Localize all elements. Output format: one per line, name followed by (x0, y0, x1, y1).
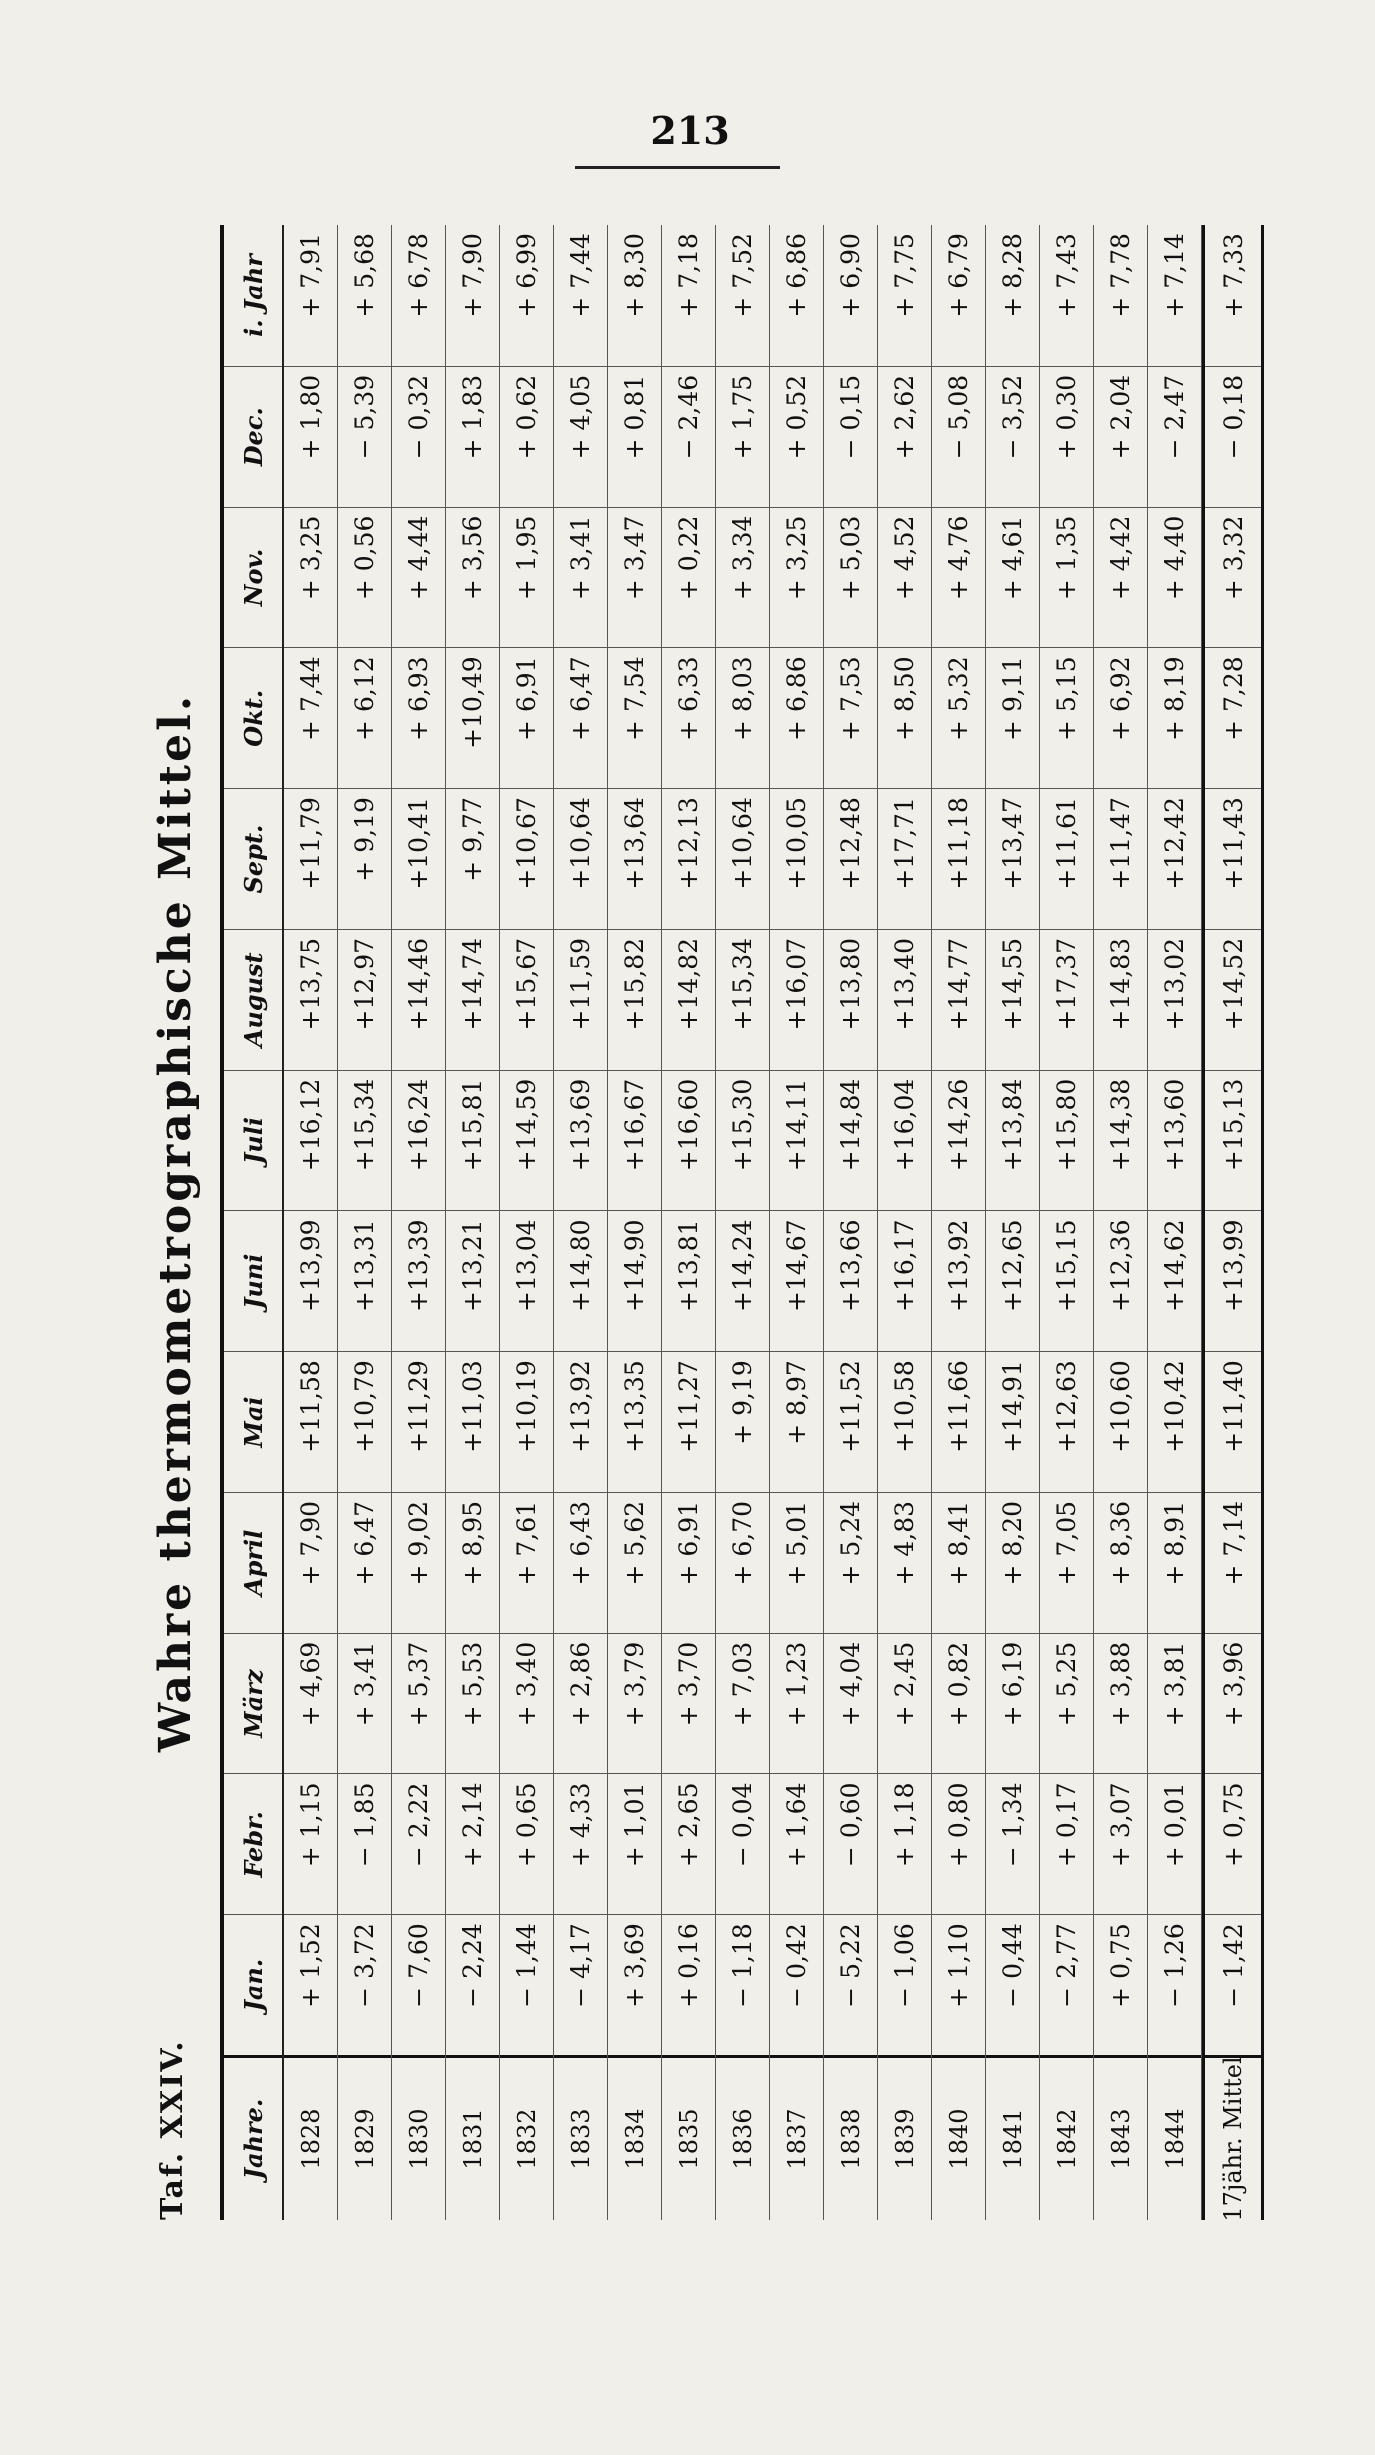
table-row (932, 225, 986, 2220)
value-cell: + 3,25 (770, 507, 823, 648)
value-cell: + 6,93 (392, 647, 445, 788)
year-cell: 1844 (1148, 2055, 1201, 2220)
value-cell: + 6,86 (782, 233, 811, 318)
mean-value-cell: +11,40 (1205, 1351, 1261, 1492)
value-cell: +11,29 (392, 1351, 445, 1492)
value-cell: + 5,15 (1040, 647, 1093, 788)
value-cell: + 1,01 (608, 1774, 661, 1915)
value-cell: + 7,91 (296, 233, 325, 318)
year-cell: 1828 (284, 2055, 337, 2220)
value-cell: + 2,86 (554, 1633, 607, 1774)
value-cell: − 2,24 (446, 1914, 499, 2055)
value-cell: + 0,56 (338, 507, 391, 648)
column-header: Jahre. (224, 2055, 282, 2220)
value-cell: − 7,60 (392, 1914, 445, 2055)
value-cell: + 6,47 (554, 647, 607, 788)
value-cell: + 0,82 (932, 1633, 985, 1774)
value-cell: +12,97 (338, 929, 391, 1070)
value-cell: − 5,22 (824, 1914, 877, 2055)
table-row (284, 225, 338, 2220)
value-cell: +13,64 (608, 788, 661, 929)
value-cell: +13,02 (1148, 929, 1201, 1070)
table-row (824, 225, 878, 2220)
value-cell: + 7,53 (824, 647, 877, 788)
value-cell: +15,30 (716, 1070, 769, 1211)
mean-value-cell: + 0,75 (1205, 1773, 1261, 1914)
value-cell: +14,91 (986, 1351, 1039, 1492)
value-cell: + 3,56 (446, 507, 499, 648)
mean-value-cell: − 0,18 (1205, 366, 1261, 507)
value-cell: +10,64 (554, 788, 607, 929)
value-cell: +17,37 (1040, 929, 1093, 1070)
value-cell: + 9,19 (716, 1351, 769, 1492)
value-cell: + 8,95 (446, 1492, 499, 1633)
value-cell: + 3,88 (1094, 1633, 1147, 1774)
temperature-table (220, 225, 1264, 2220)
year-cell: 1843 (1094, 2055, 1147, 2220)
table-row (716, 225, 770, 2220)
table-row (986, 225, 1040, 2220)
value-cell: − 2,46 (662, 366, 715, 507)
value-cell: +16,12 (284, 1070, 337, 1211)
value-cell: + 5,37 (392, 1633, 445, 1774)
value-cell: +11,58 (284, 1351, 337, 1492)
value-cell: + 0,16 (662, 1914, 715, 2055)
value-cell: +10,60 (1094, 1351, 1147, 1492)
value-cell: +10,41 (392, 788, 445, 929)
value-cell: + 3,41 (338, 1633, 391, 1774)
value-cell: +11,79 (284, 788, 337, 929)
column-header: Mai (224, 1351, 282, 1492)
value-cell: + 7,52 (728, 233, 757, 318)
year-cell: 1835 (662, 2055, 715, 2220)
value-cell: + 8,97 (770, 1351, 823, 1492)
value-cell: +10,58 (878, 1351, 931, 1492)
value-cell: + 4,05 (554, 366, 607, 507)
value-cell: + 9,02 (392, 1492, 445, 1633)
value-cell: + 1,15 (284, 1774, 337, 1915)
value-cell: +10,19 (500, 1351, 553, 1492)
value-cell: +15,34 (716, 929, 769, 1070)
mean-label-cell: 17jähr. Mittel (1205, 2055, 1261, 2220)
value-cell: +14,83 (1094, 929, 1147, 1070)
column-header: April (224, 1492, 282, 1633)
value-cell: +11,18 (932, 788, 985, 929)
value-cell: + 6,19 (986, 1633, 1039, 1774)
table-row (1148, 225, 1202, 2220)
value-cell: + 1,80 (284, 366, 337, 507)
value-cell: + 3,47 (608, 507, 661, 648)
value-cell: +16,07 (770, 929, 823, 1070)
value-cell: + 8,41 (932, 1492, 985, 1633)
value-cell: +14,59 (500, 1070, 553, 1211)
value-cell: − 1,34 (986, 1774, 1039, 1915)
value-cell: + 4,44 (392, 507, 445, 648)
value-cell: +14,26 (932, 1070, 985, 1211)
value-cell: +15,67 (500, 929, 553, 1070)
value-cell: +14,38 (1094, 1070, 1147, 1211)
table-row (554, 225, 608, 2220)
table-row (1094, 225, 1148, 2220)
value-cell: +16,24 (392, 1070, 445, 1211)
value-cell: + 0,01 (1148, 1774, 1201, 1915)
value-cell: +12,65 (986, 1210, 1039, 1351)
value-cell: + 8,20 (986, 1492, 1039, 1633)
value-cell: + 3,34 (716, 507, 769, 648)
page-number: 213 (650, 108, 730, 153)
value-cell: + 1,35 (1040, 507, 1093, 648)
column-header: Febr. (224, 1774, 282, 1915)
mean-value-cell: + 7,14 (1205, 1492, 1261, 1633)
value-cell: +16,67 (608, 1070, 661, 1211)
rotated-table-block (140, 225, 1248, 2222)
value-cell: +10,49 (446, 647, 499, 788)
value-cell: + 0,52 (770, 366, 823, 507)
mean-value-cell: + 3,96 (1205, 1633, 1261, 1774)
value-cell: +13,60 (1148, 1070, 1201, 1211)
value-cell: +14,82 (662, 929, 715, 1070)
value-cell: + 7,03 (716, 1633, 769, 1774)
value-cell: + 8,91 (1148, 1492, 1201, 1633)
value-cell: + 0,30 (1040, 366, 1093, 507)
value-cell: − 1,26 (1148, 1914, 1201, 2055)
column-header: August (224, 929, 282, 1070)
table-label: Taf. XXIV. (155, 2039, 190, 2220)
value-cell: + 5,03 (824, 507, 877, 648)
value-cell: +14,77 (932, 929, 985, 1070)
value-cell: +13,80 (824, 929, 877, 1070)
value-cell: +13,81 (662, 1210, 715, 1351)
value-cell: + 4,61 (986, 507, 1039, 648)
value-cell: + 6,47 (338, 1492, 391, 1633)
value-cell: + 3,79 (608, 1633, 661, 1774)
value-cell: + 7,05 (1040, 1492, 1093, 1633)
value-cell: + 8,30 (620, 233, 649, 318)
value-cell: + 1,83 (446, 366, 499, 507)
value-cell: + 6,33 (662, 647, 715, 788)
value-cell: +17,71 (878, 788, 931, 929)
value-cell: +11,66 (932, 1351, 985, 1492)
column-header: Juli (224, 1070, 282, 1211)
value-cell: +13,69 (554, 1070, 607, 1211)
value-cell: + 4,40 (1148, 507, 1201, 648)
value-cell: + 0,17 (1040, 1774, 1093, 1915)
value-cell: + 6,86 (770, 647, 823, 788)
value-cell: +16,60 (662, 1070, 715, 1211)
value-cell: + 3,70 (662, 1633, 715, 1774)
value-cell: + 3,41 (554, 507, 607, 648)
mean-value-cell: +15,13 (1205, 1070, 1261, 1211)
year-cell: 1839 (878, 2055, 931, 2220)
table-row (338, 225, 392, 2220)
mean-value-cell: + 7,28 (1205, 647, 1261, 788)
value-cell: +15,15 (1040, 1210, 1093, 1351)
value-cell: + 3,40 (500, 1633, 553, 1774)
value-cell: + 7,78 (1106, 233, 1135, 318)
table-row (392, 225, 446, 2220)
column-header: März (224, 1633, 282, 1774)
value-cell: +13,84 (986, 1070, 1039, 1211)
column-header: Nov. (224, 507, 282, 648)
value-cell: +14,80 (554, 1210, 607, 1351)
value-cell: + 1,75 (716, 366, 769, 507)
value-cell: +11,59 (554, 929, 607, 1070)
value-cell: − 0,32 (392, 366, 445, 507)
value-cell: +16,17 (878, 1210, 931, 1351)
value-cell: + 0,75 (1094, 1914, 1147, 2055)
value-cell: + 2,62 (878, 366, 931, 507)
value-cell: +10,64 (716, 788, 769, 929)
value-cell: +13,47 (986, 788, 1039, 929)
value-cell: + 6,92 (1094, 647, 1147, 788)
column-header: Sept. (224, 788, 282, 929)
value-cell: + 6,78 (404, 233, 433, 318)
year-cell: 1833 (554, 2055, 607, 2220)
value-cell: +14,90 (608, 1210, 661, 1351)
value-cell: +13,92 (554, 1351, 607, 1492)
value-cell: +13,99 (284, 1210, 337, 1351)
value-cell: + 3,81 (1148, 1633, 1201, 1774)
value-cell: − 1,85 (338, 1774, 391, 1915)
value-cell: +10,79 (338, 1351, 391, 1492)
value-cell: + 7,54 (608, 647, 661, 788)
value-cell: +14,62 (1148, 1210, 1201, 1351)
value-cell: + 9,77 (446, 788, 499, 929)
value-cell: + 4,33 (554, 1774, 607, 1915)
value-cell: + 6,91 (500, 647, 553, 788)
table-title: Wahre thermometrographische Mittel. (150, 692, 201, 1753)
value-cell: − 5,39 (338, 366, 391, 507)
mean-value-cell: − 1,42 (1205, 1914, 1261, 2055)
value-cell: + 7,75 (890, 233, 919, 318)
page-number-rule (575, 166, 780, 169)
value-cell: + 3,25 (284, 507, 337, 648)
value-cell: + 8,36 (1094, 1492, 1147, 1633)
year-cell: 1838 (824, 2055, 877, 2220)
value-cell: + 1,52 (284, 1914, 337, 2055)
table-row (608, 225, 662, 2220)
value-cell: + 3,07 (1094, 1774, 1147, 1915)
value-cell: + 5,68 (350, 233, 379, 318)
value-cell: +10,42 (1148, 1351, 1201, 1492)
value-cell: +13,75 (284, 929, 337, 1070)
value-cell: + 7,44 (566, 233, 595, 318)
value-cell: +13,40 (878, 929, 931, 1070)
value-cell: + 1,23 (770, 1633, 823, 1774)
mean-row (1202, 225, 1261, 2220)
mean-value-cell: + 7,33 (1218, 233, 1248, 318)
mean-value-cell: +11,43 (1205, 788, 1261, 929)
value-cell: +14,84 (824, 1070, 877, 1211)
table-row (1040, 225, 1094, 2220)
value-cell: − 2,47 (1148, 366, 1201, 507)
value-cell: +11,03 (446, 1351, 499, 1492)
value-cell: − 2,77 (1040, 1914, 1093, 2055)
value-cell: + 5,25 (1040, 1633, 1093, 1774)
value-cell: − 0,04 (716, 1774, 769, 1915)
value-cell: + 4,04 (824, 1633, 877, 1774)
value-cell: +10,05 (770, 788, 823, 929)
value-cell: + 6,70 (716, 1492, 769, 1633)
value-cell: + 9,11 (986, 647, 1039, 788)
column-header: i. Jahr (238, 254, 268, 337)
year-cell: 1831 (446, 2055, 499, 2220)
year-cell: 1837 (770, 2055, 823, 2220)
value-cell: + 6,12 (338, 647, 391, 788)
value-cell: +12,63 (1040, 1351, 1093, 1492)
value-cell: − 2,22 (392, 1774, 445, 1915)
value-cell: + 9,19 (338, 788, 391, 929)
value-cell: +12,42 (1148, 788, 1201, 929)
value-cell: + 0,62 (500, 366, 553, 507)
value-cell: + 7,14 (1160, 233, 1189, 318)
value-cell: + 2,04 (1094, 366, 1147, 507)
column-header: Okt. (224, 647, 282, 788)
year-cell: 1842 (1040, 2055, 1093, 2220)
value-cell: +15,81 (446, 1070, 499, 1211)
value-cell: − 0,60 (824, 1774, 877, 1915)
value-cell: +10,67 (500, 788, 553, 929)
value-cell: + 1,64 (770, 1774, 823, 1915)
table-row (662, 225, 716, 2220)
value-cell: + 4,76 (932, 507, 985, 648)
year-cell: 1836 (716, 2055, 769, 2220)
value-cell: +13,66 (824, 1210, 877, 1351)
value-cell: + 7,90 (458, 233, 487, 318)
value-cell: +15,80 (1040, 1070, 1093, 1211)
value-cell: +12,48 (824, 788, 877, 929)
value-cell: +11,27 (662, 1351, 715, 1492)
year-cell: 1841 (986, 2055, 1039, 2220)
value-cell: +13,92 (932, 1210, 985, 1351)
value-cell: +15,82 (608, 929, 661, 1070)
value-cell: + 7,44 (284, 647, 337, 788)
value-cell: + 0,81 (608, 366, 661, 507)
value-cell: + 8,28 (998, 233, 1027, 318)
value-cell: + 8,03 (716, 647, 769, 788)
value-cell: − 3,72 (338, 1914, 391, 2055)
value-cell: + 6,79 (944, 233, 973, 318)
value-cell: +13,35 (608, 1351, 661, 1492)
value-cell: + 5,62 (608, 1492, 661, 1633)
value-cell: +11,47 (1094, 788, 1147, 929)
year-cell: 1829 (338, 2055, 391, 2220)
value-cell: + 2,65 (662, 1774, 715, 1915)
value-cell: − 1,06 (878, 1914, 931, 2055)
value-cell: − 4,17 (554, 1914, 607, 2055)
value-cell: + 3,69 (608, 1914, 661, 2055)
value-cell: +12,36 (1094, 1210, 1147, 1351)
value-cell: + 2,14 (446, 1774, 499, 1915)
column-header: Dec. (224, 366, 282, 507)
value-cell: − 1,18 (716, 1914, 769, 2055)
mean-value-cell: + 3,32 (1205, 507, 1261, 648)
value-cell: − 5,08 (932, 366, 985, 507)
value-cell: +12,13 (662, 788, 715, 929)
value-cell: +14,24 (716, 1210, 769, 1351)
value-cell: + 4,83 (878, 1492, 931, 1633)
table-row (446, 225, 500, 2220)
value-cell: − 1,44 (500, 1914, 553, 2055)
value-cell: + 6,99 (512, 233, 541, 318)
value-cell: + 0,80 (932, 1774, 985, 1915)
value-cell: − 0,15 (824, 366, 877, 507)
value-cell: +11,61 (1040, 788, 1093, 929)
year-cell: 1840 (932, 2055, 985, 2220)
table-header-row (224, 225, 284, 2220)
column-header: Juni (224, 1210, 282, 1351)
mean-value-cell: +14,52 (1205, 929, 1261, 1070)
value-cell: − 3,52 (986, 366, 1039, 507)
value-cell: + 1,10 (932, 1914, 985, 2055)
value-cell: + 6,91 (662, 1492, 715, 1633)
value-cell: + 1,95 (500, 507, 553, 648)
value-cell: + 7,90 (284, 1492, 337, 1633)
value-cell: + 4,42 (1094, 507, 1147, 648)
table-row (500, 225, 554, 2220)
value-cell: + 5,01 (770, 1492, 823, 1633)
value-cell: + 7,43 (1052, 233, 1081, 318)
table-row (878, 225, 932, 2220)
value-cell: +11,52 (824, 1351, 877, 1492)
value-cell: +14,46 (392, 929, 445, 1070)
value-cell: + 8,50 (878, 647, 931, 788)
value-cell: + 4,52 (878, 507, 931, 648)
value-cell: +13,31 (338, 1210, 391, 1351)
value-cell: +14,55 (986, 929, 1039, 1070)
year-cell: 1832 (500, 2055, 553, 2220)
value-cell: + 5,32 (932, 647, 985, 788)
value-cell: + 7,61 (500, 1492, 553, 1633)
value-cell: − 0,42 (770, 1914, 823, 2055)
value-cell: + 1,18 (878, 1774, 931, 1915)
value-cell: +13,39 (392, 1210, 445, 1351)
mean-value-cell: +13,99 (1205, 1210, 1261, 1351)
value-cell: + 0,22 (662, 507, 715, 648)
value-cell: + 6,90 (836, 233, 865, 318)
year-cell: 1830 (392, 2055, 445, 2220)
value-cell: + 2,45 (878, 1633, 931, 1774)
value-cell: + 4,69 (284, 1633, 337, 1774)
value-cell: +14,67 (770, 1210, 823, 1351)
value-cell: +14,74 (446, 929, 499, 1070)
year-cell: 1834 (608, 2055, 661, 2220)
value-cell: +13,04 (500, 1210, 553, 1351)
value-cell: + 5,53 (446, 1633, 499, 1774)
value-cell: +16,04 (878, 1070, 931, 1211)
value-cell: + 6,43 (554, 1492, 607, 1633)
value-cell: + 7,18 (674, 233, 703, 318)
value-cell: − 0,44 (986, 1914, 1039, 2055)
value-cell: +14,11 (770, 1070, 823, 1211)
value-cell: + 0,65 (500, 1774, 553, 1915)
column-header: Jan. (224, 1914, 282, 2055)
value-cell: + 8,19 (1148, 647, 1201, 788)
value-cell: + 5,24 (824, 1492, 877, 1633)
table-row (770, 225, 824, 2220)
value-cell: +13,21 (446, 1210, 499, 1351)
value-cell: +15,34 (338, 1070, 391, 1211)
